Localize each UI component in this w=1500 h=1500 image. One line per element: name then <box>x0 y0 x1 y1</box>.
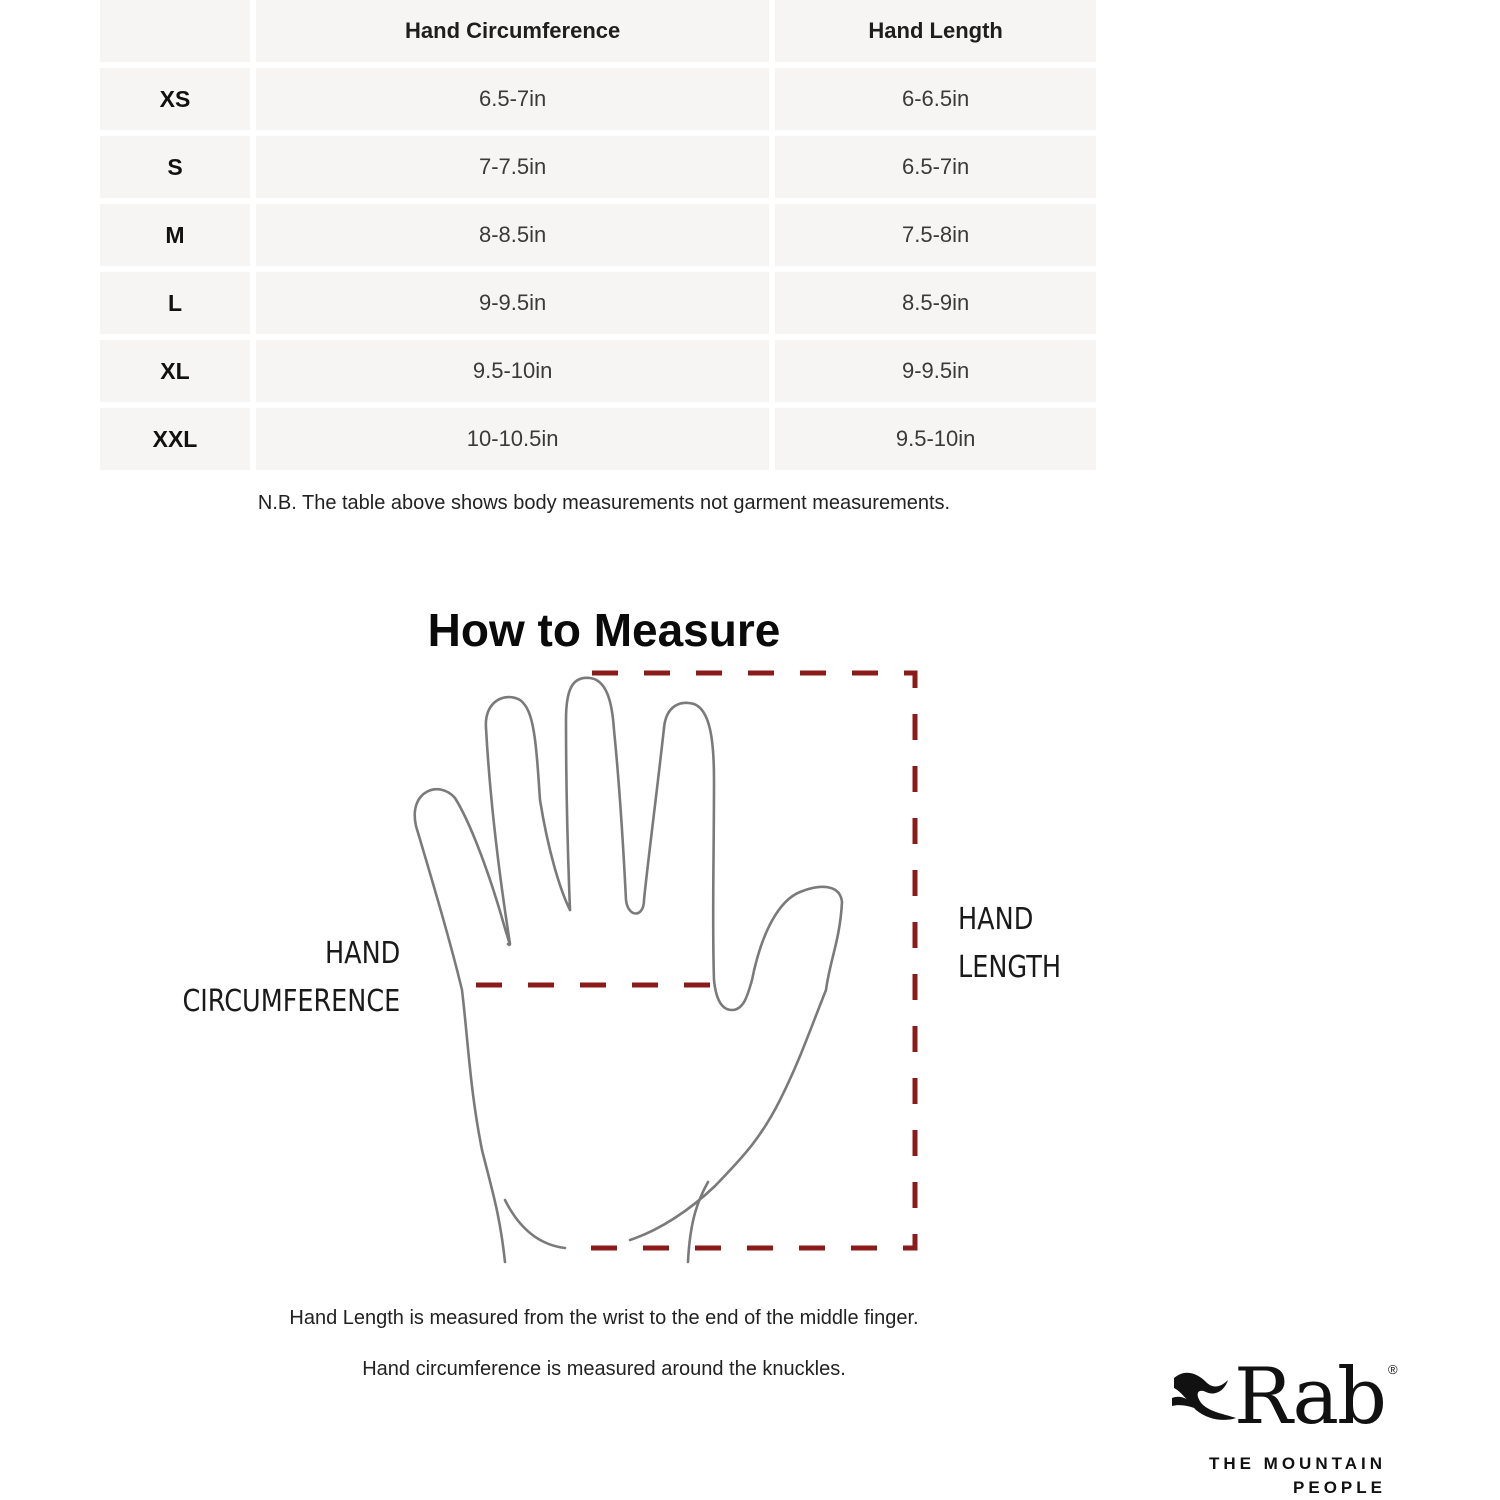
length-cell: 9.5-10in <box>775 408 1096 470</box>
size-cell: XL <box>100 340 250 402</box>
size-cell: XXL <box>100 408 250 470</box>
length-label-line2: LENGTH <box>958 950 1061 985</box>
length-cell: 8.5-9in <box>775 272 1096 334</box>
header-hand-length: Hand Length <box>775 0 1096 62</box>
size-cell: XS <box>100 68 250 130</box>
size-cell: S <box>100 136 250 198</box>
hand-outline <box>415 678 842 1262</box>
tagline-line1: THE MOUNTAIN <box>1208 1454 1386 1473</box>
table-footnote: N.B. The table above shows body measurements not garment measurements. <box>257 492 951 514</box>
length-cell: 6.5-7in <box>775 136 1096 198</box>
length-cell: 9-9.5in <box>775 340 1096 402</box>
circumference-cell: 10-10.5in <box>256 408 769 470</box>
circumference-cell: 9.5-10in <box>256 340 769 402</box>
circumference-cell: 9-9.5in <box>256 272 769 334</box>
circumference-label-line1: HAND <box>324 936 400 971</box>
hand-length-label <box>958 896 1061 992</box>
registered-mark: ® <box>1388 1362 1398 1377</box>
circumference-cell: 8-8.5in <box>256 204 769 266</box>
tagline-line2: PEOPLE <box>1293 1478 1386 1497</box>
instruction-hand-length: Hand Length is measured from the wrist to the end of the middle finger. <box>289 1307 919 1329</box>
length-cell: 6-6.5in <box>775 68 1096 130</box>
size-cell: M <box>100 204 250 266</box>
circumference-cell: 7-7.5in <box>256 136 769 198</box>
length-dashed-bracket <box>575 673 915 1248</box>
brand-tagline <box>1209 1452 1386 1500</box>
length-label-line1: HAND <box>958 902 1034 937</box>
instruction-hand-circumference: Hand circumference is measured around the knuckles. <box>362 1358 846 1380</box>
length-cell: 7.5-8in <box>775 204 1096 266</box>
circumference-cell: 6.5-7in <box>256 68 769 130</box>
size-cell: L <box>100 272 250 334</box>
hand-circumference-label <box>182 930 400 1026</box>
header-hand-circumference: Hand Circumference <box>256 0 769 62</box>
brand-wordmark: Rab <box>1234 1352 1385 1442</box>
diagram-title: How to Measure <box>427 604 781 656</box>
rab-logo <box>1168 1352 1408 1500</box>
circumference-label-line2: CIRCUMFERENCE <box>182 984 400 1019</box>
